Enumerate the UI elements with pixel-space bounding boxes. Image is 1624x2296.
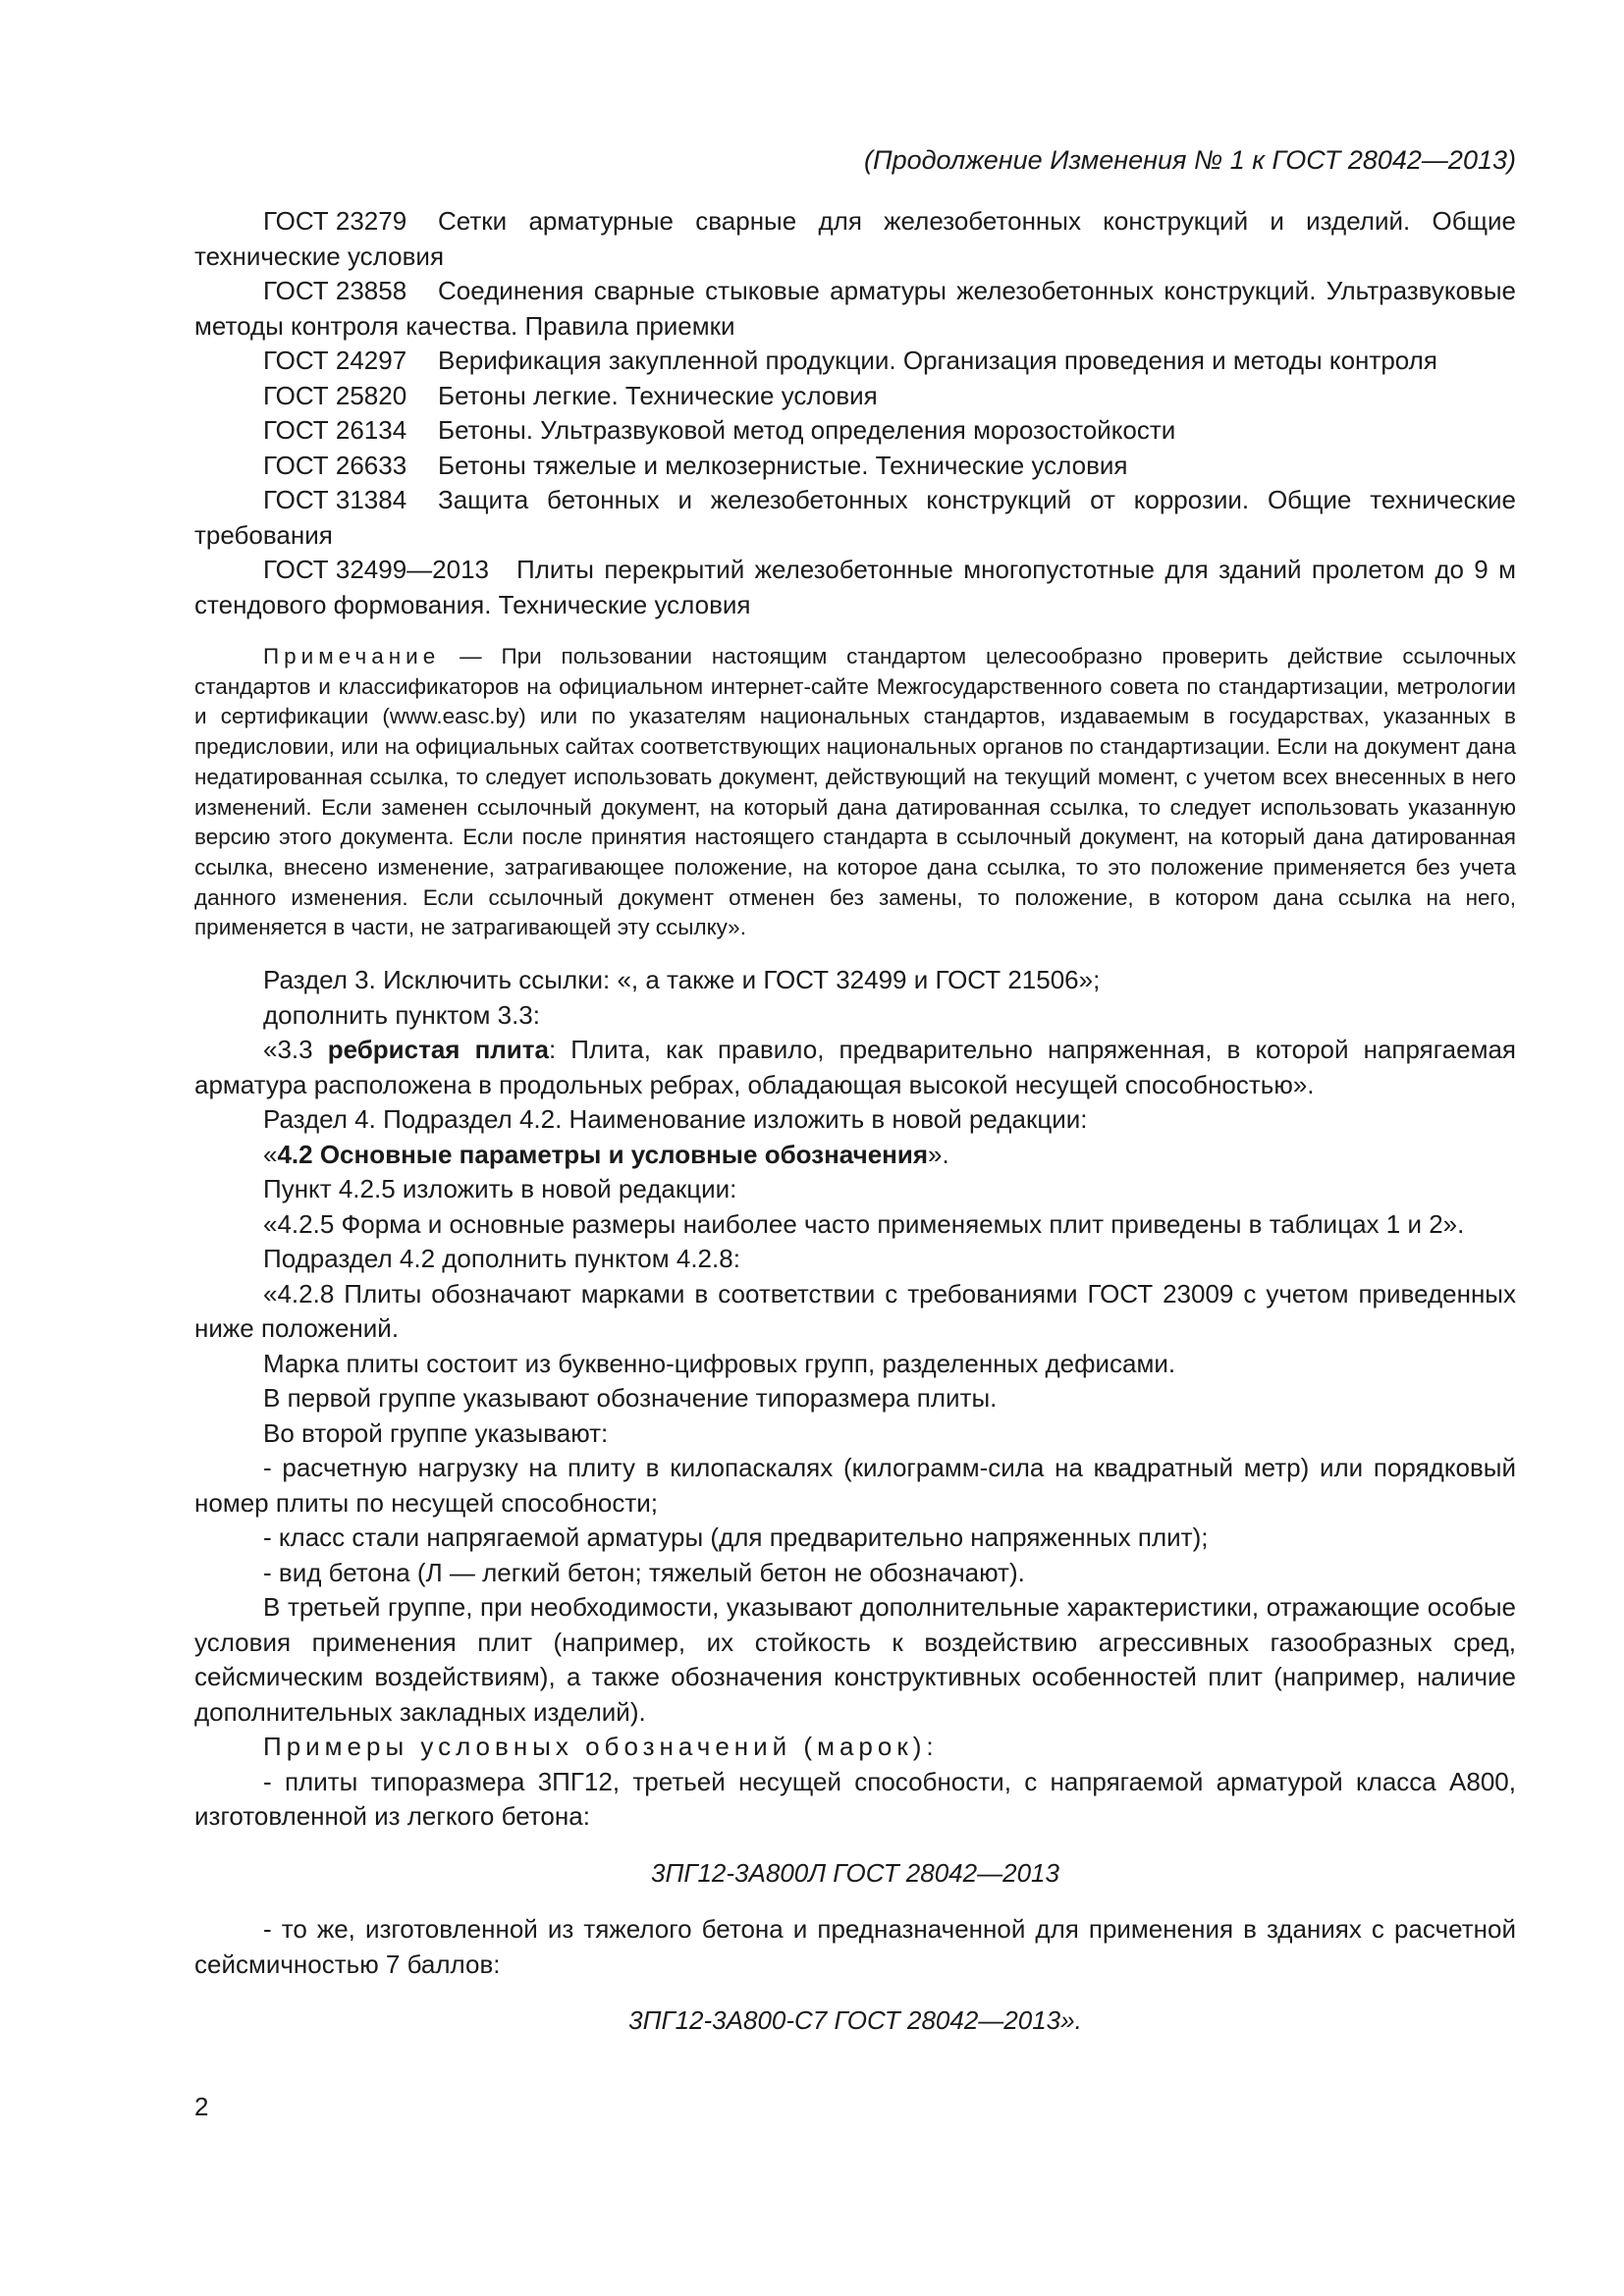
list-item: - вид бетона (Л — легкий бетон; тяжелый бетон не обозначают). — [263, 1557, 1025, 1587]
ref-code: ГОСТ 23858 — [263, 276, 407, 305]
section3-exclude: Раздел 3. Исключить ссылки: «, а также и ГОСТ 32499 и ГОСТ 21506»; — [263, 965, 1101, 995]
ref-code: ГОСТ 23279 — [263, 206, 407, 236]
document-page — [194, 0, 1516, 2296]
ref-gost-32499 — [194, 553, 1516, 622]
item-4-2-5-change: Пункт 4.2.5 изложить в новой редакции: — [263, 1174, 737, 1204]
ref-gost-23858 — [194, 274, 1516, 344]
ref-code: ГОСТ 32499—2013 — [263, 555, 490, 584]
page-number: 2 — [194, 2092, 209, 2121]
section3-add: дополнить пунктом 3.3: — [263, 999, 540, 1030]
example-2-text: - то же, изготовленной из тяжелого бетона и предназначенной для применения в зданиях с расчетной сейсмичностью 7 баллов: — [194, 1914, 1516, 1979]
ref-gost-25820 — [194, 379, 1516, 414]
ref-gost-24297 — [194, 344, 1516, 379]
item-4-2-8: «4.2.8 Плиты обозначают марками в соответствии с требованиями ГОСТ 23009 с учетом приведенных ниже положений. — [194, 1278, 1516, 1344]
ref-text: Бетоны. Ультразвуковой метод определения морозостойкости — [438, 415, 1176, 445]
ref-code: ГОСТ 26633 — [263, 450, 407, 480]
ref-text: Защита бетонных и железобетонных конструкций от коррозии. Общие технические требования — [194, 485, 1516, 550]
item-4-2-5: «4.2.5 Форма и основные размеры наиболее часто применяемых плит приведены в таблицах 1 и 2». — [263, 1208, 1465, 1239]
ref-gost-31384 — [194, 483, 1516, 553]
note-paragraph — [194, 642, 1516, 943]
ref-code: ГОСТ 26134 — [263, 415, 407, 445]
item-4-2-8-add: Подраздел 4.2 дополнить пунктом 4.2.8: — [263, 1244, 740, 1274]
ref-text: Плиты перекрытий железобетонные многопустотные для зданий пролетом до 9 м стендового формования. Технические условия — [194, 555, 1516, 619]
ref-text: Верификация закупленной продукции. Организация проведения и методы контроля — [438, 346, 1437, 375]
mark-group-3: В третьей группе, при необходимости, указывают дополнительные характеристики, отражающие особые условия применения плит (например, их стойкость к воздействию агрессивных газообразных сред, сейсмическим воздействиям), а также обозначения конструктивных особенностей плит (например, наличие дополнительных закладных изделий). — [194, 1592, 1516, 1727]
definition-term: ребристая плита — [327, 1035, 549, 1065]
title-open-quote: « — [263, 1139, 278, 1169]
ref-gost-26134 — [194, 413, 1516, 449]
examples-label: Примеры условных обозначений (марок): — [263, 1732, 939, 1762]
ref-code: ГОСТ 31384 — [263, 485, 407, 514]
ref-code: ГОСТ 24297 — [263, 346, 407, 375]
title-close-quote: ». — [928, 1139, 949, 1169]
section4-heading-change: Раздел 4. Подраздел 4.2. Наименование изложить в новой редакции: — [263, 1104, 1088, 1135]
ref-text: Соединения сварные стыковые арматуры железобетонных конструкций. Ультразвуковые методы контроля качества. Правила приемки — [194, 276, 1516, 341]
mark-composition: Марка плиты состоит из буквенно-цифровых групп, разделенных дефисами. — [263, 1348, 1176, 1378]
example-1-text: - плиты типоразмера 3ПГ12, третьей несущей способности, с напрягаемой арматурой класса А800, изготовленной из легкого бетона: — [194, 1766, 1516, 1832]
list-item: - расчетную нагрузку на плиту в килопаскалях (килограмм-сила на квадратный метр) или порядковый номер плиты по несущей способности; — [194, 1453, 1516, 1518]
title-bold: 4.2 Основные параметры и условные обозначения — [277, 1139, 929, 1169]
ref-code: ГОСТ 25820 — [263, 380, 407, 410]
mark-group-2: Во второй группе указывают: — [263, 1417, 609, 1448]
ref-gost-26633 — [194, 449, 1516, 484]
example-2-mark: 3ПГ12-3А800-С7 ГОСТ 28042—2013». — [628, 2005, 1082, 2036]
mark-group-1: В первой группе указывают обозначение типоразмера плиты. — [263, 1383, 998, 1414]
page-header: (Продолжение Изменения № 1 к ГОСТ 28042—2013) — [864, 145, 1516, 175]
definition-3-3 — [194, 1033, 1516, 1102]
ref-gost-23279 — [194, 204, 1516, 274]
ref-text: Бетоны тяжелые и мелкозернистые. Технические условия — [438, 450, 1128, 480]
definition-text: : Плита, как правило, предварительно напряженная, в которой напрягаемая арматура расположена в продольных ребрах, обладающая высокой несущей способностью». — [194, 1035, 1517, 1099]
document-body — [194, 204, 1516, 2060]
note-text: — При пользовании настоящим стандартом целесообразно проверить действие ссылочных стандартов и классификаторов на официальном интернет-сайте Межгосударственного совета по стандартизации, метрологии и сертификации (www.easc.by) или по указателям национальных стандартов, издаваемым в государствах, указанных в предисловии, или на официальных сайтах соответствующих национальных органов по стандартизации. Если на документ дана недатированная ссылка, то следует использовать документ, действующий на текущий момент, с учетом всех внесенных в него изменений. Если заменен ссылочный документ, на который дана датированная ссылка, то следует использовать указанную версию этого документа. Если после принятия настоящего стандарта в ссылочный документ, на который дана датированная ссылка, внесено изменение, затрагивающее положение, на которое дана ссылка, то это положение применяется без учета данного изменения. Если ссылочный документ отменен без замены, то положение, в котором дана ссылка на него, применяется в части, не затрагивающей эту ссылку». — [194, 644, 1516, 940]
ref-text: Сетки арматурные сварные для железобетонных конструкций и изделий. Общие технические условия — [194, 206, 1516, 271]
note-label: Примечание — [263, 644, 441, 668]
definition-prefix: «3.3 — [263, 1035, 328, 1065]
example-1-mark: 3ПГ12-3А800Л ГОСТ 28042—2013 — [651, 1857, 1059, 1888]
ref-text: Бетоны легкие. Технические условия — [438, 380, 878, 410]
subsection-4-2-title — [194, 1138, 1516, 1173]
list-item: - класс стали напрягаемой арматуры (для предварительно напряженных плит); — [263, 1522, 1209, 1553]
